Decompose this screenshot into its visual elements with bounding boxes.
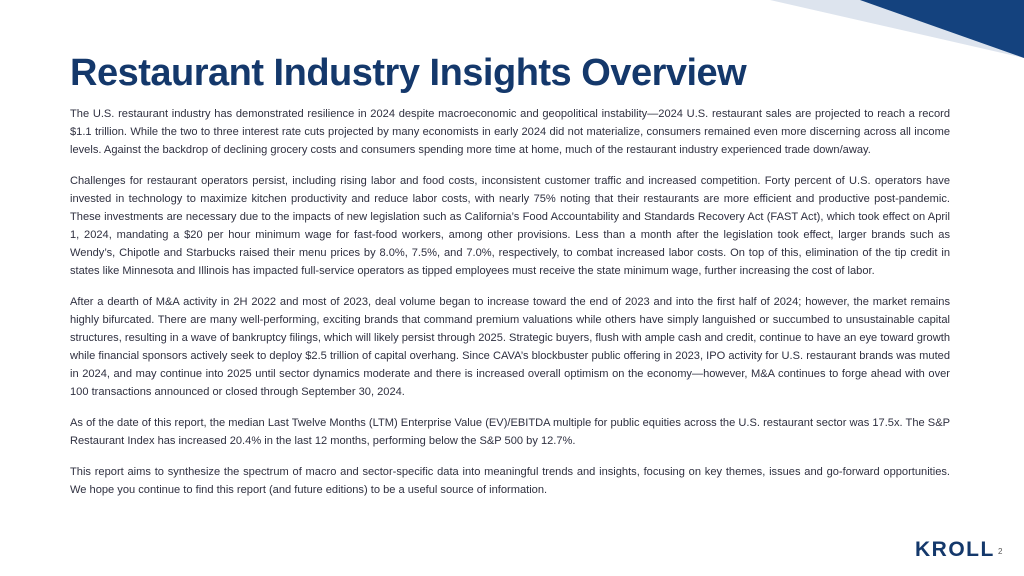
kroll-logo: KROLL [915,538,995,561]
body-text [70,105,950,512]
paragraph-report-aim: This report aims to synthesize the spectrum of macro and sector-specific data into meaningful trends and insights, focusing on key themes, issues and go-forward opportunities. We hope you continue to find this report (and future editions) to be a useful source of information. [70,466,950,496]
paragraph-valuation: As of the date of this report, the median Last Twelve Months (LTM) Enterprise Value (EV)/EBITDA multiple for public equities across the U.S. restaurant sector was 17.5x. The S&P Restaurant Index has increased 20.4% in the last 12 months, performing below the S&P 500 by 12.7%. [70,417,950,447]
page-number: 2 [998,547,1003,556]
paragraph-resilience: The U.S. restaurant industry has demonstrated resilience in 2024 despite macroeconomic and geopolitical instability—2024 U.S. restaurant sales are projected to reach a record $1.1 trillion. While the two to three interest rate cuts projected by many economists in early 2024 did not materialize, consumers remained even more discerning across all income levels. Against the backdrop of declining grocery costs and consumers spending more time at home, much of the restaurant industry experienced trade down/away. [70,108,950,156]
paragraph-m-and-a: After a dearth of M&A activity in 2H 2022 and most of 2023, deal volume began to increase toward the end of 2023 and into the first half of 2024; however, the market remains highly bifurcated. There are many well-performing, exciting brands that command premium valuations while others have simply languished or succumbed to unsustainable capital structures, resulting in a wave of bankruptcy filings, which will likely persist through 2025. Strategic buyers, flush with ample cash and credit, continue to have an eye toward growth while financial sponsors actively seek to deploy $2.5 trillion of capital overhang. Since CAVA’s blockbuster public offering in 2023, IPO activity for U.S. restaurant brands was muted in 2024, and may continue into 2025 until sector dynamics moderate and there is increased overall optimism on the economy—however, M&A continues to forge ahead with over 100 transactions announced or closed through September 30, 2024. [70,296,950,398]
page-title: Restaurant Industry Insights Overview [70,52,747,94]
paragraph-challenges: Challenges for restaurant operators persist, including rising labor and food costs, inconsistent customer traffic and increased competition. Forty percent of U.S. operators have invested in technology to maximize kitchen productivity and reduce labor costs, with nearly 75% noting that their restaurants are more efficient and productive post-pandemic. These investments are necessary due to the impacts of new legislation such as California’s Food Accountability and Standards Recovery Act (FAST Act), which took effect on April 1, 2024, mandating a $20 per hour minimum wage for fast-food workers, among other provisions. Less than a month after the legislation took effect, larger brands such as Wendy’s, Chipotle and Starbucks raised their menu prices by 8.0%, 7.5%, and 7.0%, respectively, to combat increased labor costs. On top of this, elimination of the tip credit in states like Minnesota and Illinois has impacted full-service operators as tipped employees must receive the state minimum wage, further increasing the cost of labor. [70,175,950,277]
corner-decoration [0,0,1024,60]
